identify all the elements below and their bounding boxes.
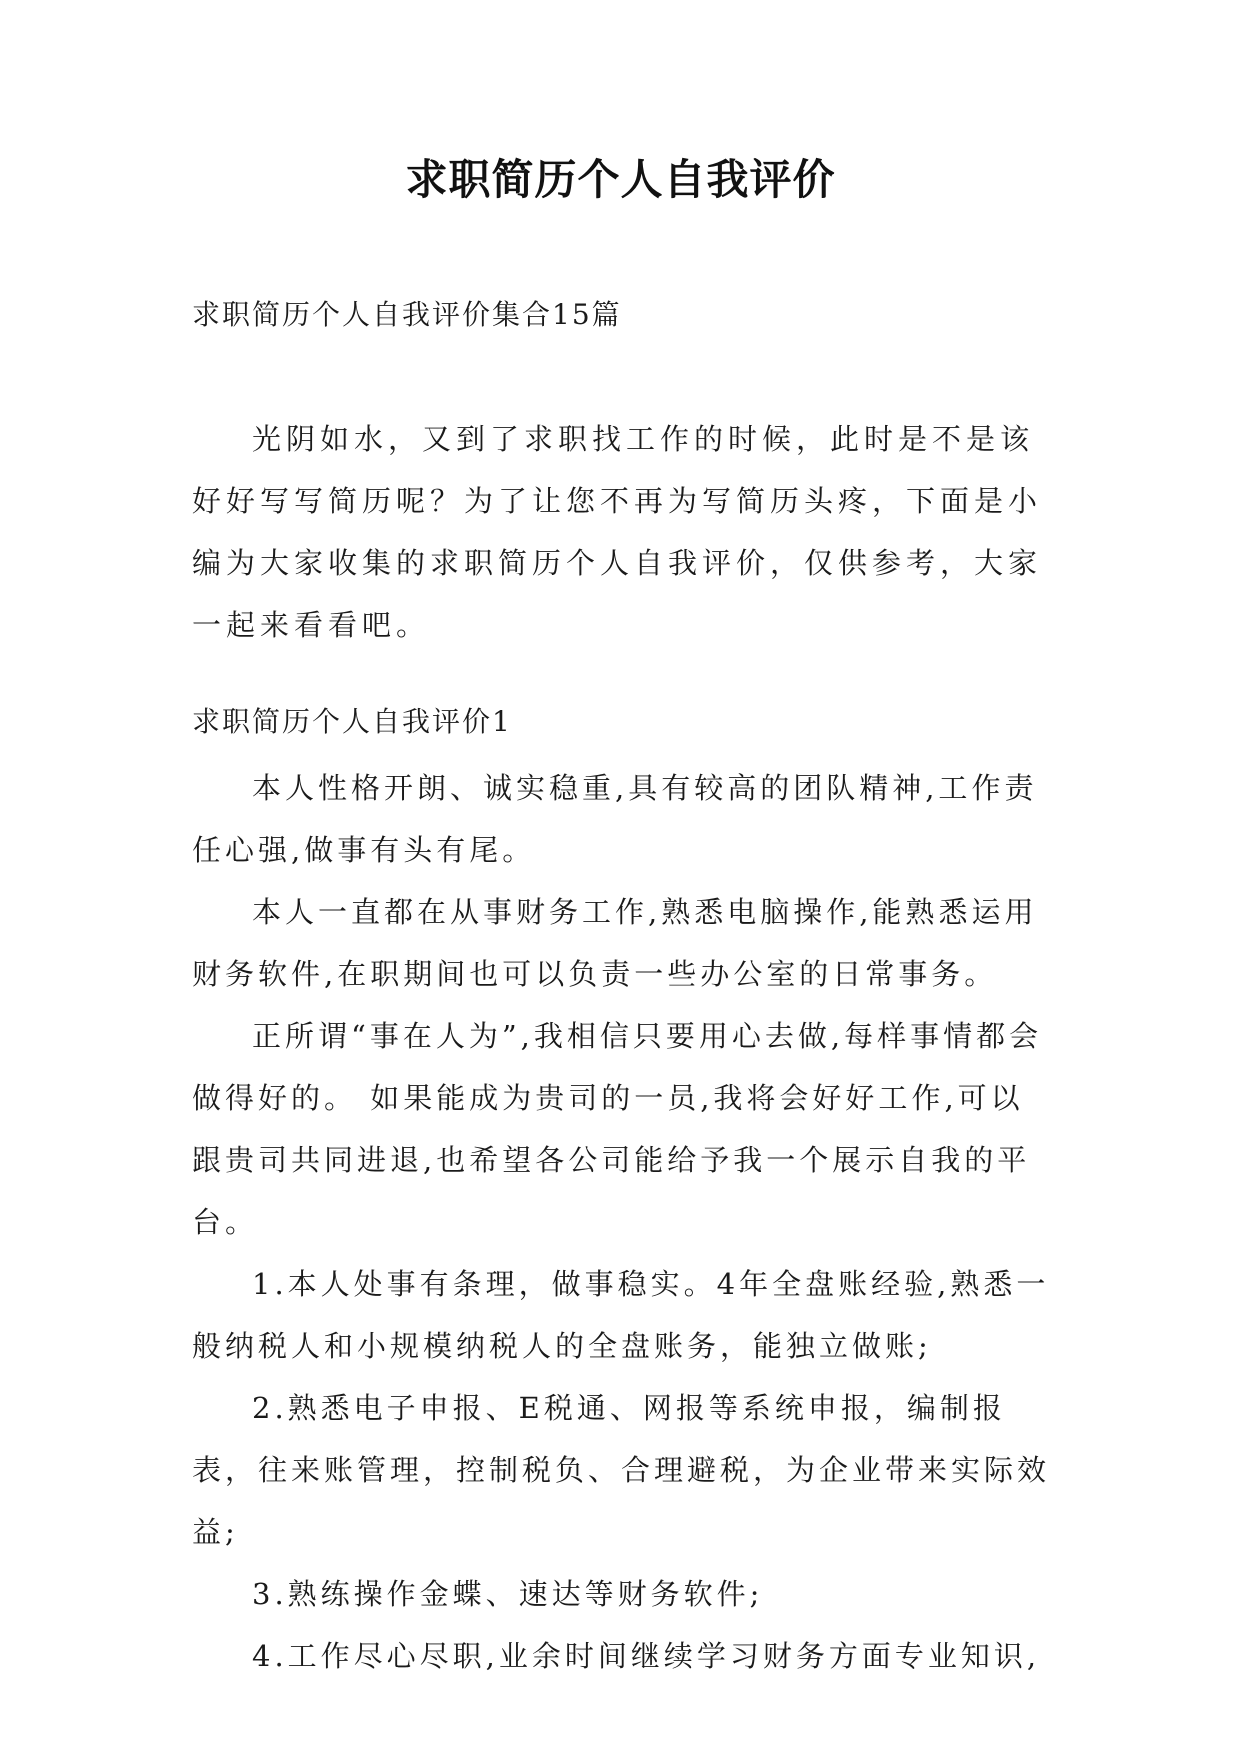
body-paragraph: 本人性格开朗、诚实稳重,具有较高的团队精神,工作责任心强,做事有头有尾。 (192, 771, 1038, 867)
intro-paragraph: 光阴如水，又到了求职找工作的时候，此时是不是该好好写写简历呢？为了让您不再为写简历头疼，下面是小编为大家收集的求职简历个人自我评价，仅供参考，大家一起来看看吧。 (192, 422, 1043, 642)
section-heading: 求职简历个人自我评价1 (192, 705, 512, 738)
body-paragraph: 2.熟悉电子申报、E税通、网报等系统申报，编制报表，往来账管理，控制税负、合理避税，为企业带来实际效益; (192, 1391, 1051, 1549)
document-subtitle: 求职简历个人自我评价集合15篇 (192, 298, 622, 331)
body-paragraph: 本人一直都在从事财务工作,熟悉电脑操作,能熟悉运用财务软件,在职期间也可以负责一些办公室的日常事务。 (192, 895, 1038, 991)
body-paragraph: 1.本人处事有条理，做事稳实。4年全盘账经验,熟悉一般纳税人和小规模纳税人的全盘账务，能独立做账; (192, 1267, 1050, 1363)
section-body (192, 757, 1052, 1687)
document-title: 求职简历个人自我评价 (405, 155, 836, 204)
body-paragraph: 正所谓“事在人为”,我相信只要用心去做,每样事情都会做得好的。 如果能成为贵司的一员,我将会好好工作,可以跟贵司共同进退,也希望各公司能给予我一个展示自我的平台。 (192, 1019, 1043, 1239)
body-paragraph: 3.熟练操作金蝶、速达等财务软件; (252, 1577, 764, 1611)
body-paragraph: 4.工作尽心尽职,业余时间继续学习财务方面专业知识, (252, 1639, 1041, 1673)
